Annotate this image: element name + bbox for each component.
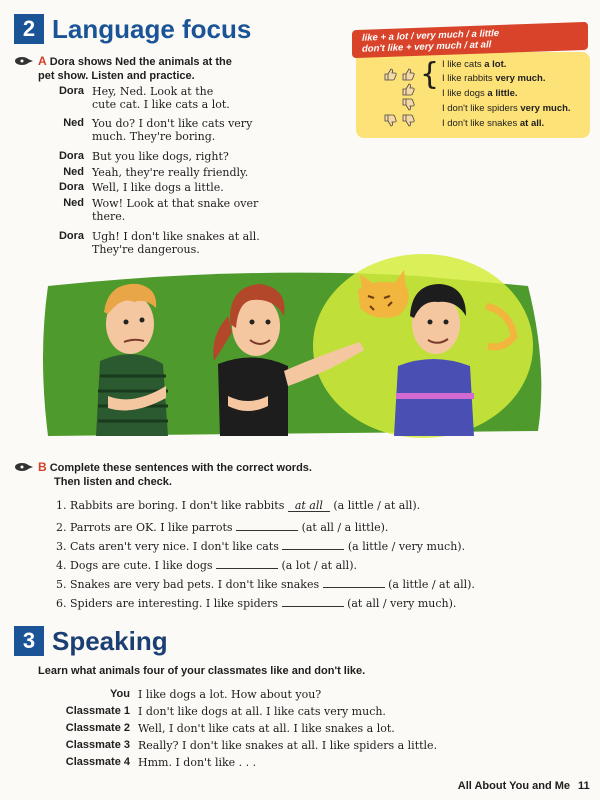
audio-cd-icon[interactable] (14, 462, 34, 472)
answer-blank[interactable] (236, 518, 298, 531)
speaker-name: Ned (63, 166, 84, 178)
dialogue-line: Well, I like dogs a little. (92, 181, 224, 194)
speaking-row (44, 688, 564, 702)
exercise-item: 2. Parrots are OK. I like parrots (at all / a little). (56, 518, 388, 535)
speaker-name: Classmate 2 (65, 722, 130, 734)
pet-show-illustration (38, 246, 550, 442)
grammar-header-line-2: don't like + very much / at all (362, 39, 492, 55)
grammar-header-line-1: like + a lot / very much / a little (362, 27, 500, 44)
speaking-line: Really? I don't like snakes at all. I like spiders a little. (138, 739, 438, 752)
speaking-row (44, 756, 564, 770)
dialogue-line: Yeah, they're really friendly. (92, 166, 249, 179)
answer-blank-filled: at all (288, 499, 330, 512)
answer-blank[interactable] (216, 556, 278, 569)
part-b-instruction-line-2: Then listen and check. (54, 476, 172, 488)
dialogue-line: Hey, Ned. Look at the cute cat. I like cats a lot. (92, 85, 230, 111)
grammar-line: I don't like snakes at all. (442, 118, 545, 129)
section-3-title: Speaking (52, 626, 168, 656)
section-3-number: 3 (14, 626, 44, 656)
answer-blank[interactable] (323, 575, 385, 588)
grammar-line: I like rabbits very much. (442, 73, 546, 84)
section-2-number: 2 (14, 14, 44, 44)
dialogue-line: Ugh! I don't like snakes at all. They're dangerous. (92, 230, 260, 256)
speaker-name: Ned (63, 197, 84, 209)
part-a-instruction (38, 54, 318, 83)
thumbs-down-icon (401, 114, 415, 128)
dialogue-line: Wow! Look at that snake over there. (92, 197, 259, 223)
page-number: 11 (578, 780, 590, 792)
thumbs-up-icon (401, 82, 415, 96)
grammar-line: I don't like spiders very much. (442, 103, 571, 114)
answer-blank[interactable] (282, 537, 344, 550)
footer-unit-title: All About You and Me (457, 780, 570, 792)
speaking-row (44, 739, 564, 753)
speaker-name: Classmate 3 (65, 739, 130, 751)
dialogue-line: But you like dogs, right? (92, 150, 229, 163)
speaker-name: Dora (58, 150, 84, 162)
speaker-name: Dora (58, 181, 84, 193)
speaking-line: Hmm. I don't like . . . (138, 756, 257, 769)
section-2-title: Language focus (52, 14, 252, 44)
thumbs-down-icon (401, 98, 415, 112)
grammar-line: I like dogs a little. (442, 88, 518, 99)
speaker-name: Dora (58, 85, 84, 97)
part-a-instruction-line-1: Dora shows Ned the animals at the (49, 56, 232, 68)
part-a-letter: A (38, 54, 47, 68)
speaking-line: I like dogs a lot. How about you? (138, 688, 322, 701)
speaker-name: Classmate 1 (65, 705, 130, 717)
thumbs-down-icon (383, 114, 397, 128)
part-b-instruction-line-1: Complete these sentences with the correct words. (49, 462, 312, 474)
brace-icon: { (420, 57, 440, 92)
speaker-name: Ned (63, 117, 84, 129)
speaker-name: Classmate 4 (65, 756, 130, 768)
speaker-name: You (110, 688, 130, 700)
thumbs-up-icon (383, 67, 397, 81)
speaking-row (44, 705, 564, 719)
exercise-item: 4. Dogs are cute. I like dogs (a lot / at all). (56, 556, 357, 573)
dialogue-line: You do? I don't like cats very much. They're boring. (92, 117, 253, 143)
speaking-row (44, 722, 564, 736)
exercise-item: 3. Cats aren't very nice. I don't like cats (a little / very much). (56, 537, 465, 554)
exercise-item: 5. Snakes are very bad pets. I don't like snakes (a little / at all). (56, 575, 475, 592)
grammar-line: I like cats a lot. (442, 59, 507, 70)
exercise-item: 6. Spiders are interesting. I like spiders (at all / very much). (56, 594, 456, 611)
audio-cd-icon[interactable] (14, 56, 34, 66)
speaker-name: Dora (58, 230, 84, 242)
part-b-instruction (38, 460, 458, 489)
part-a-instruction-line-2: pet show. Listen and practice. (38, 70, 195, 82)
speaking-line: Well, I don't like cats at all. I like snakes a lot. (138, 722, 395, 735)
thumbs-up-icon (401, 67, 415, 81)
answer-blank[interactable] (282, 594, 344, 607)
section-3-instruction: Learn what animals four of your classmates like and don't like. (38, 665, 366, 677)
part-b-letter: B (38, 460, 47, 474)
speaking-line: I don't like dogs at all. I like cats very much. (138, 705, 386, 718)
exercise-item: 1. Rabbits are boring. I don't like rabbits at all (a little / at all). (56, 499, 421, 512)
